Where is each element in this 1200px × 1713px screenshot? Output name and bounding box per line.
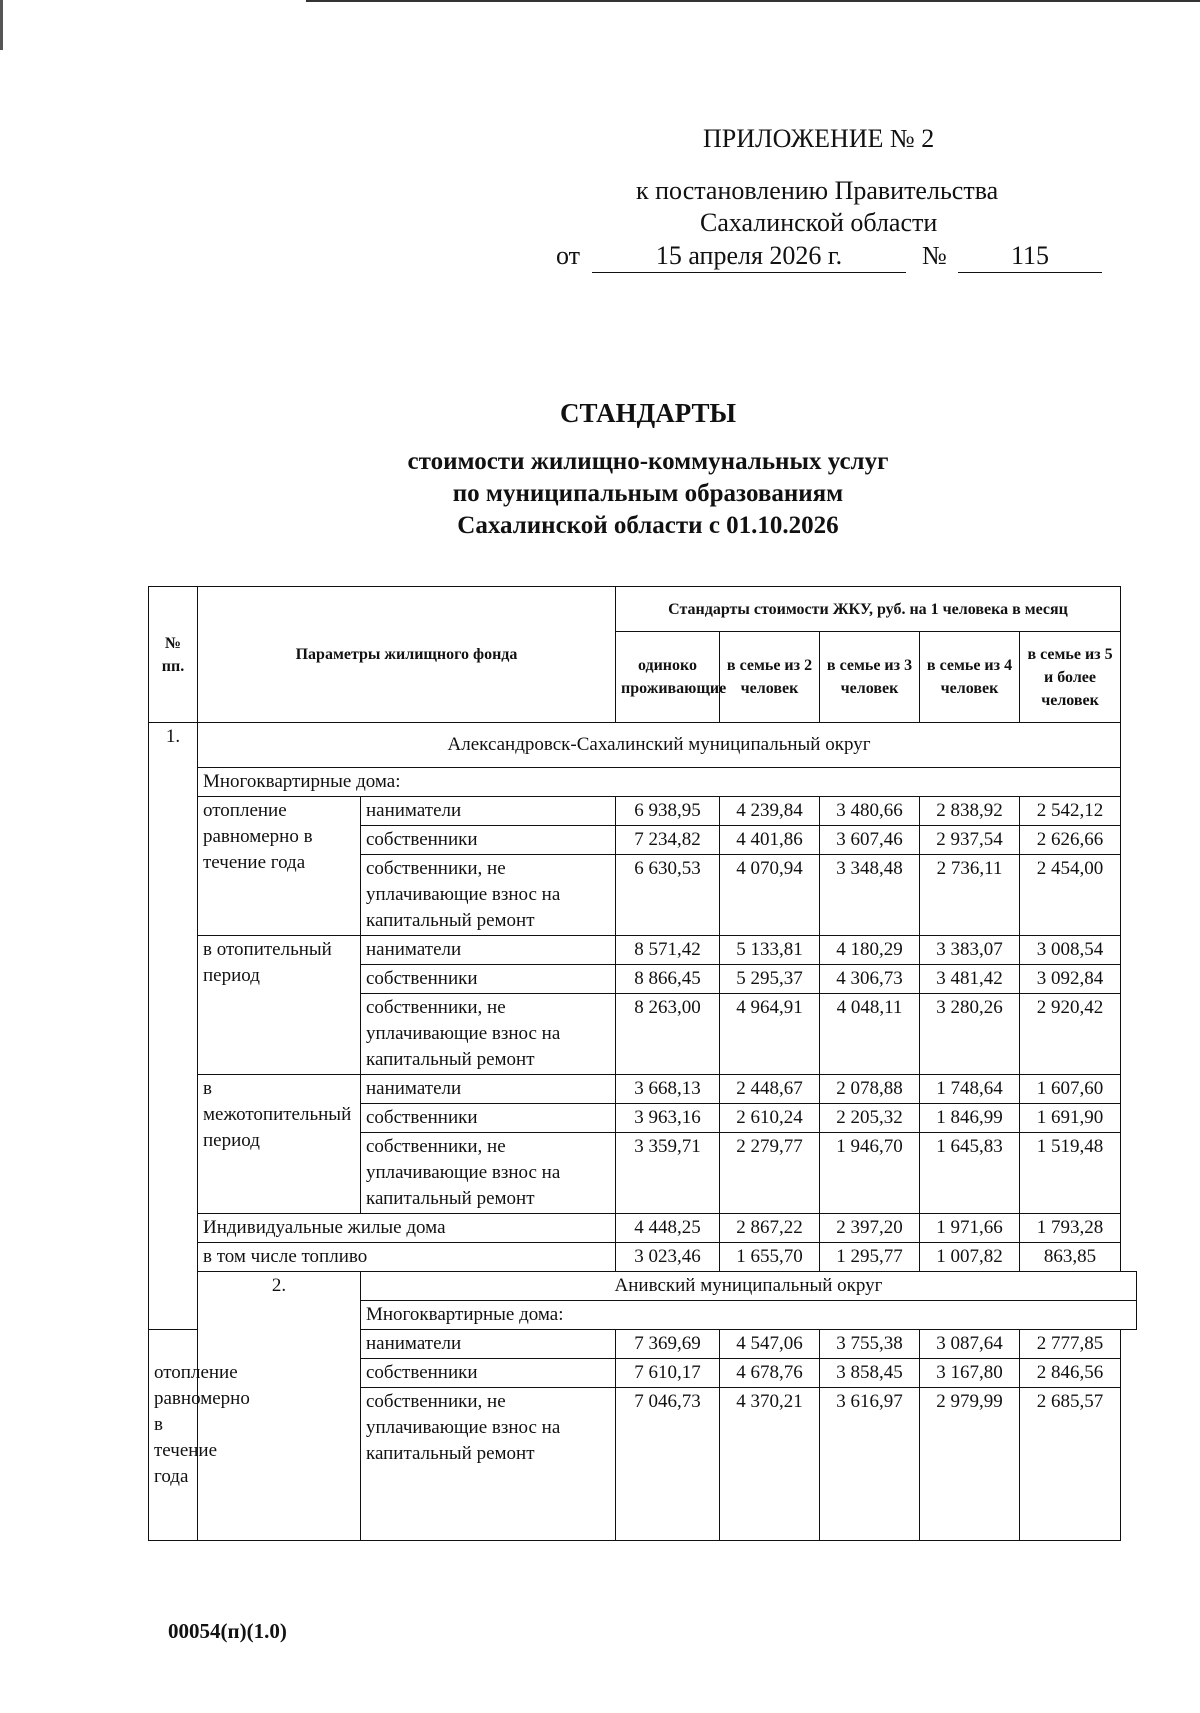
value-cell: 3 383,07 xyxy=(920,936,1020,965)
value-cell: 1 655,70 xyxy=(720,1243,820,1272)
value-cell: 4 448,25 xyxy=(616,1214,720,1243)
value-cell: 2 736,11 xyxy=(920,855,1020,936)
standards-table xyxy=(148,586,1137,1541)
table-row xyxy=(149,1075,1137,1104)
value-cell: 8 866,45 xyxy=(616,965,720,994)
value-cell: 3 755,38 xyxy=(820,1330,920,1359)
value-cell: 6 938,95 xyxy=(616,797,720,826)
category-cell: наниматели xyxy=(361,797,616,826)
value-cell: 4 678,76 xyxy=(720,1359,820,1388)
value-cell: 2 078,88 xyxy=(820,1075,920,1104)
category-cell: собственники xyxy=(361,826,616,855)
value-cell: 2 867,22 xyxy=(720,1214,820,1243)
value-cell: 4 070,94 xyxy=(720,855,820,936)
category-cell: собственники xyxy=(361,965,616,994)
number-label: № xyxy=(922,241,947,270)
section-1-title-row xyxy=(149,723,1137,768)
category-cell: собственники, не уплачивающие взнос на капитальный ремонт xyxy=(361,1133,616,1214)
value-cell: 4 547,06 xyxy=(720,1330,820,1359)
top-border-line xyxy=(306,0,1200,2)
fuel-label: в том числе топливо xyxy=(198,1243,616,1272)
section-2-number: 2. xyxy=(198,1272,361,1541)
value-cell: 1 607,60 xyxy=(1020,1075,1121,1104)
section-1-number: 1. xyxy=(149,723,198,1330)
header-params: Параметры жилищного фонда xyxy=(198,587,616,723)
left-margin-mark xyxy=(0,0,3,50)
group-label: в межотопительный период xyxy=(198,1075,361,1214)
category-cell: наниматели xyxy=(361,1330,616,1359)
table-header-row xyxy=(149,587,1137,632)
value-cell: 3 280,26 xyxy=(920,994,1020,1075)
decree-number: 115 xyxy=(958,241,1102,273)
category-cell: собственники xyxy=(361,1359,616,1388)
value-cell: 3 023,46 xyxy=(616,1243,720,1272)
document-subtitle xyxy=(0,446,1200,542)
table-row xyxy=(149,1214,1137,1243)
section-1-mkd-row xyxy=(149,768,1137,797)
category-cell: собственники, не уплачивающие взнос на капитальный ремонт xyxy=(361,994,616,1075)
value-cell: 7 234,82 xyxy=(616,826,720,855)
category-cell: собственники, не уплачивающие взнос на капитальный ремонт xyxy=(361,855,616,936)
value-cell: 4 239,84 xyxy=(720,797,820,826)
value-cell: 863,85 xyxy=(1020,1243,1121,1272)
value-cell: 4 048,11 xyxy=(820,994,920,1075)
table-row xyxy=(149,936,1137,965)
value-cell: 2 542,12 xyxy=(1020,797,1121,826)
value-cell: 2 937,54 xyxy=(920,826,1020,855)
value-cell: 1 793,28 xyxy=(1020,1214,1121,1243)
value-cell: 3 607,46 xyxy=(820,826,920,855)
header-col-family-3: в семье из 3 человек xyxy=(820,632,920,723)
value-cell: 1 971,66 xyxy=(920,1214,1020,1243)
value-cell: 1 645,83 xyxy=(920,1133,1020,1214)
category-cell: наниматели xyxy=(361,1075,616,1104)
value-cell: 1 295,77 xyxy=(820,1243,920,1272)
section-2-name: Анивский муниципальный округ xyxy=(361,1272,1137,1301)
category-cell: собственники, не уплачивающие взнос на капитальный ремонт xyxy=(361,1388,616,1541)
subtitle-line-3: Сахалинской области с 01.10.2026 xyxy=(457,512,839,539)
category-cell: собственники xyxy=(361,1104,616,1133)
header-col-single: одиноко проживающие xyxy=(616,632,720,723)
value-cell: 3 480,66 xyxy=(820,797,920,826)
value-cell: 1 519,48 xyxy=(1020,1133,1121,1214)
appendix-line-1: к постановлению Правительства xyxy=(636,176,999,205)
value-cell: 3 092,84 xyxy=(1020,965,1121,994)
value-cell: 5 133,81 xyxy=(720,936,820,965)
header-col-family-5plus: в семье из 5 и более человек xyxy=(1020,632,1121,723)
header-standards-group: Стандарты стоимости ЖКУ, руб. на 1 человека в месяц xyxy=(616,587,1121,632)
value-cell: 2 610,24 xyxy=(720,1104,820,1133)
value-cell: 2 685,57 xyxy=(1020,1388,1121,1541)
subtitle-line-1: стоимости жилищно-коммунальных услуг xyxy=(407,448,889,475)
ijd-label: Индивидуальные жилые дома xyxy=(198,1214,616,1243)
value-cell: 2 448,67 xyxy=(720,1075,820,1104)
value-cell: 4 180,29 xyxy=(820,936,920,965)
group-label: в отопительный период xyxy=(198,936,361,1075)
section-1-name: Александровск-Сахалинский муниципальный округ xyxy=(198,723,1121,768)
value-cell: 4 964,91 xyxy=(720,994,820,1075)
value-cell: 3 858,45 xyxy=(820,1359,920,1388)
from-label: от xyxy=(556,241,581,270)
value-cell: 2 920,42 xyxy=(1020,994,1121,1075)
value-cell: 2 846,56 xyxy=(1020,1359,1121,1388)
value-cell: 3 616,97 xyxy=(820,1388,920,1541)
section-2-mkd-label: Многоквартирные дома: xyxy=(361,1301,1137,1330)
document-title: СТАНДАРТЫ xyxy=(559,398,737,428)
header-col-family-4: в семье из 4 человек xyxy=(920,632,1020,723)
value-cell: 2 626,66 xyxy=(1020,826,1121,855)
value-cell: 7 046,73 xyxy=(616,1388,720,1541)
value-cell: 3 008,54 xyxy=(1020,936,1121,965)
subtitle-line-2: по муниципальным образованиям xyxy=(452,480,844,507)
value-cell: 1 691,90 xyxy=(1020,1104,1121,1133)
header-col-family-2: в семье из 2 человек xyxy=(720,632,820,723)
value-cell: 7 369,69 xyxy=(616,1330,720,1359)
value-cell: 2 838,92 xyxy=(920,797,1020,826)
value-cell: 1 007,82 xyxy=(920,1243,1020,1272)
value-cell: 3 087,64 xyxy=(920,1330,1020,1359)
appendix-line-2: Сахалинской области xyxy=(700,208,938,237)
value-cell: 2 397,20 xyxy=(820,1214,920,1243)
value-cell: 3 167,80 xyxy=(920,1359,1020,1388)
table-row xyxy=(149,797,1137,826)
value-cell: 3 359,71 xyxy=(616,1133,720,1214)
value-cell: 2 205,32 xyxy=(820,1104,920,1133)
value-cell: 2 454,00 xyxy=(1020,855,1121,936)
header-no: № пп. xyxy=(149,587,198,723)
value-cell: 8 571,42 xyxy=(616,936,720,965)
value-cell: 4 306,73 xyxy=(820,965,920,994)
value-cell: 4 370,21 xyxy=(720,1388,820,1541)
value-cell: 1 946,70 xyxy=(820,1133,920,1214)
value-cell: 6 630,53 xyxy=(616,855,720,936)
table-row xyxy=(149,1243,1137,1272)
appendix-title: ПРИЛОЖЕНИЕ № 2 xyxy=(703,124,935,153)
value-cell: 8 263,00 xyxy=(616,994,720,1075)
value-cell: 1 846,99 xyxy=(920,1104,1020,1133)
category-cell: наниматели xyxy=(361,936,616,965)
value-cell: 7 610,17 xyxy=(616,1359,720,1388)
value-cell: 3 963,16 xyxy=(616,1104,720,1133)
value-cell: 2 777,85 xyxy=(1020,1330,1121,1359)
value-cell: 3 481,42 xyxy=(920,965,1020,994)
value-cell: 5 295,37 xyxy=(720,965,820,994)
value-cell: 3 668,13 xyxy=(616,1075,720,1104)
value-cell: 2 279,77 xyxy=(720,1133,820,1214)
value-cell: 2 979,99 xyxy=(920,1388,1020,1541)
group-label: отопление равномерно в течение года xyxy=(198,797,361,936)
section-1-mkd-label: Многоквартирные дома: xyxy=(198,768,1121,797)
value-cell: 4 401,86 xyxy=(720,826,820,855)
document-code: 00054(п)(1.0) xyxy=(168,1619,287,1643)
decree-date: 15 апреля 2026 г. xyxy=(592,241,906,273)
value-cell: 1 748,64 xyxy=(920,1075,1020,1104)
value-cell: 3 348,48 xyxy=(820,855,920,936)
section-2-title-row xyxy=(149,1272,1137,1301)
group-label: отопление равномерно в течение года xyxy=(149,1330,198,1541)
